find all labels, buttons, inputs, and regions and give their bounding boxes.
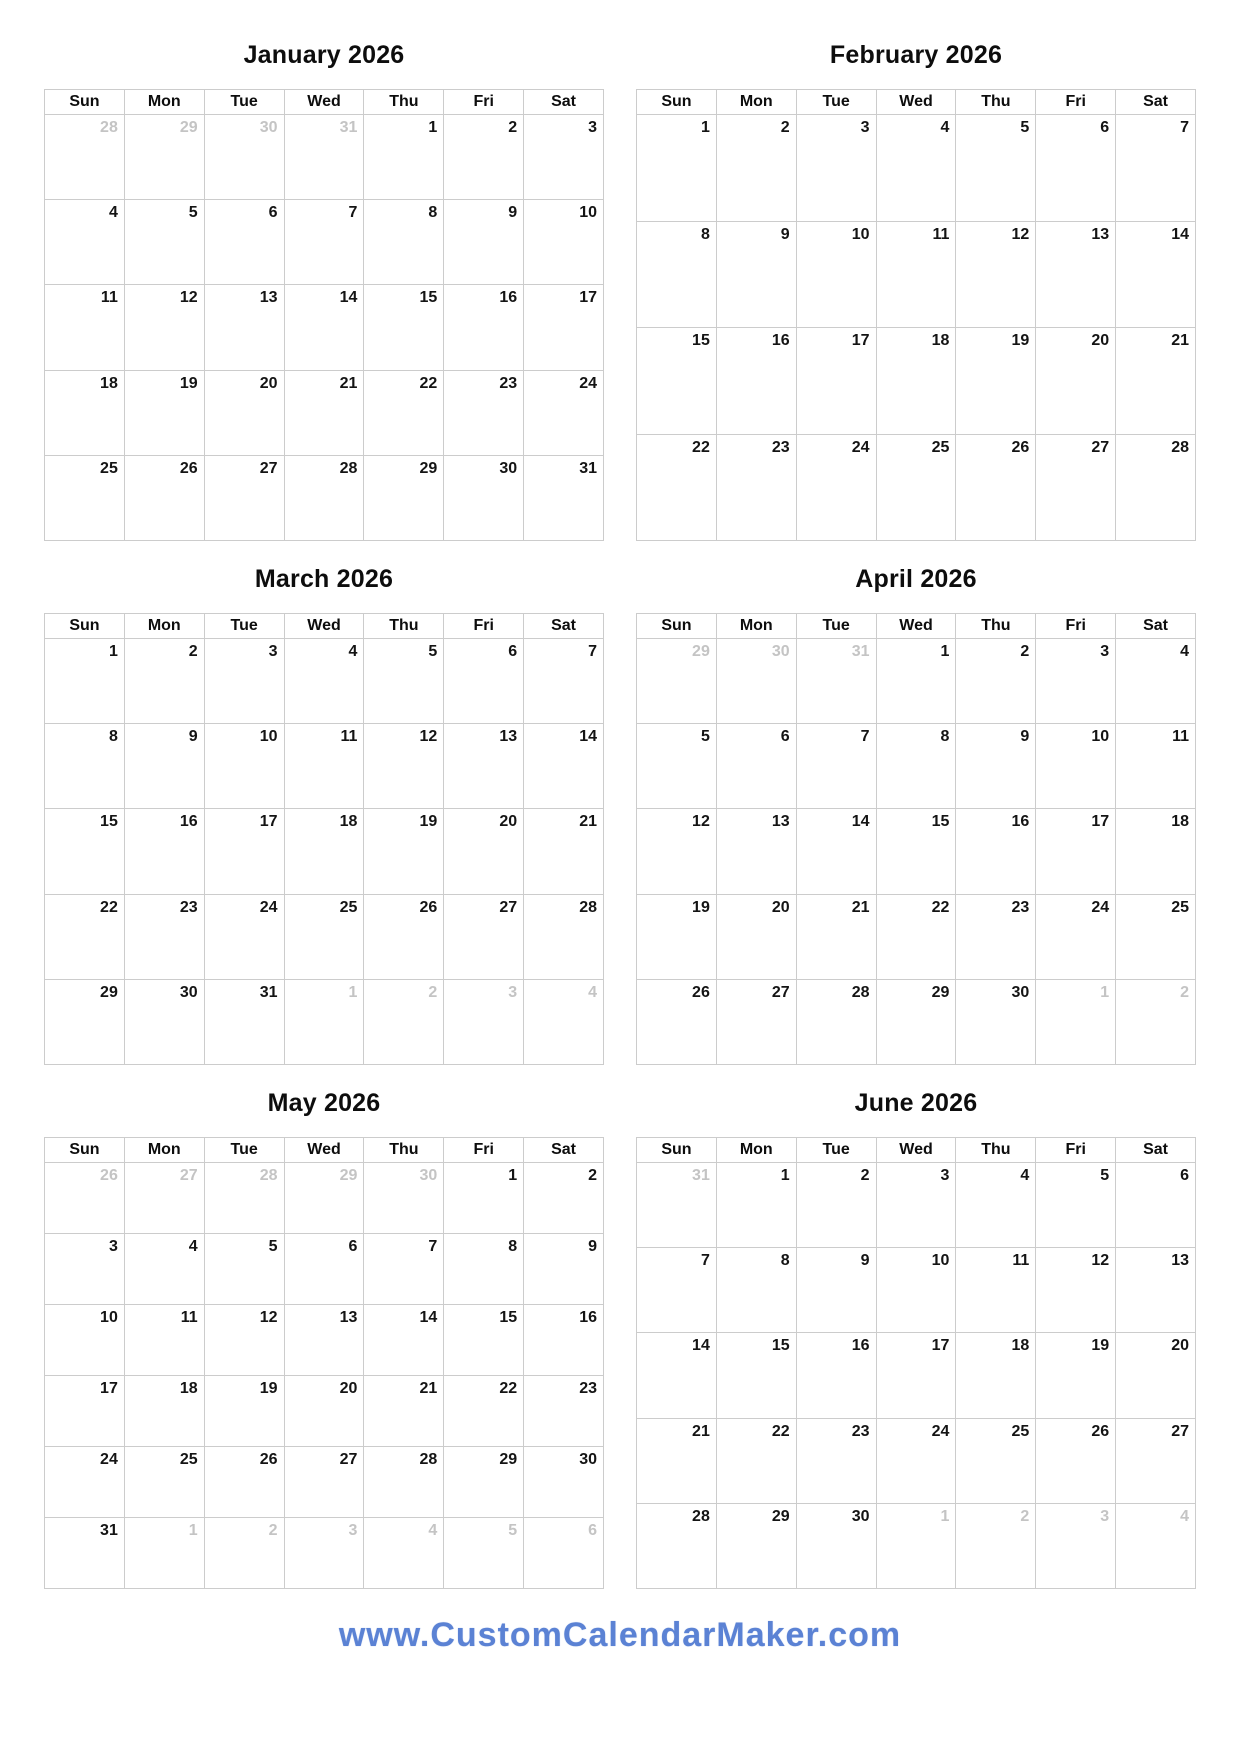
day-cell: 11 [125, 1305, 205, 1376]
day-cell: 24 [45, 1447, 125, 1518]
day-cell: 25 [45, 456, 125, 541]
day-header-sun: Sun [637, 1138, 717, 1163]
day-cell: 22 [877, 895, 957, 980]
day-header-fri: Fri [444, 1138, 524, 1163]
day-cell: 26 [125, 456, 205, 541]
day-cell: 11 [877, 222, 957, 329]
day-cell-adjacent-month: 30 [364, 1163, 444, 1234]
day-cell-adjacent-month: 6 [524, 1518, 604, 1589]
day-cell-adjacent-month: 2 [205, 1518, 285, 1589]
day-cell: 5 [956, 115, 1036, 222]
day-cell: 23 [444, 371, 524, 456]
day-cell: 22 [637, 435, 717, 542]
day-header-fri: Fri [1036, 1138, 1116, 1163]
day-cell: 3 [877, 1163, 957, 1248]
day-cell: 8 [717, 1248, 797, 1333]
day-cell-adjacent-month: 3 [444, 980, 524, 1065]
day-cell: 21 [524, 809, 604, 894]
day-cell: 15 [444, 1305, 524, 1376]
day-cell: 6 [1116, 1163, 1196, 1248]
day-cell: 3 [797, 115, 877, 222]
day-cell: 26 [1036, 1419, 1116, 1504]
day-cell: 30 [524, 1447, 604, 1518]
day-cell: 30 [956, 980, 1036, 1065]
day-cell: 16 [797, 1333, 877, 1418]
day-cell: 7 [797, 724, 877, 809]
day-cell: 11 [956, 1248, 1036, 1333]
day-cell: 1 [877, 639, 957, 724]
day-cell: 28 [797, 980, 877, 1065]
day-cell: 22 [364, 371, 444, 456]
day-header-sun: Sun [637, 614, 717, 639]
day-cell: 19 [956, 328, 1036, 435]
watermark-url: www.CustomCalendarMaker.com [338, 1616, 902, 1654]
day-cell: 31 [45, 1518, 125, 1589]
day-header-thu: Thu [956, 1138, 1036, 1163]
day-cell: 25 [956, 1419, 1036, 1504]
day-cell: 19 [125, 371, 205, 456]
month-grid [636, 1137, 1196, 1589]
day-cell: 11 [1116, 724, 1196, 809]
day-cell: 20 [285, 1376, 365, 1447]
day-cell: 11 [45, 285, 125, 370]
day-cell-adjacent-month: 2 [956, 1504, 1036, 1589]
month-title: January 2026 [243, 41, 405, 69]
day-header-thu: Thu [364, 614, 444, 639]
day-cell: 5 [637, 724, 717, 809]
day-cell: 14 [285, 285, 365, 370]
day-header-mon: Mon [717, 1138, 797, 1163]
day-cell: 10 [45, 1305, 125, 1376]
day-cell: 22 [444, 1376, 524, 1447]
day-cell: 20 [1116, 1333, 1196, 1418]
day-cell-adjacent-month: 1 [125, 1518, 205, 1589]
day-cell: 12 [637, 809, 717, 894]
day-header-sat: Sat [524, 1138, 604, 1163]
day-cell: 27 [1116, 1419, 1196, 1504]
day-cell-adjacent-month: 29 [637, 639, 717, 724]
day-cell-adjacent-month: 3 [285, 1518, 365, 1589]
day-cell: 13 [1036, 222, 1116, 329]
day-cell: 21 [364, 1376, 444, 1447]
month-may-2026 [44, 1089, 604, 1589]
day-cell: 24 [877, 1419, 957, 1504]
day-cell: 13 [1116, 1248, 1196, 1333]
day-header-wed: Wed [285, 1138, 365, 1163]
day-cell: 1 [637, 115, 717, 222]
day-cell: 1 [717, 1163, 797, 1248]
day-cell: 20 [1036, 328, 1116, 435]
day-header-sun: Sun [637, 90, 717, 115]
day-cell: 13 [717, 809, 797, 894]
day-cell: 26 [956, 435, 1036, 542]
day-cell-adjacent-month: 4 [524, 980, 604, 1065]
day-cell: 25 [877, 435, 957, 542]
day-cell: 21 [637, 1419, 717, 1504]
day-cell: 26 [637, 980, 717, 1065]
day-cell: 25 [285, 895, 365, 980]
day-cell: 5 [125, 200, 205, 285]
day-cell: 25 [1116, 895, 1196, 980]
day-cell: 29 [364, 456, 444, 541]
day-cell: 1 [45, 639, 125, 724]
month-grid [636, 89, 1196, 541]
day-cell: 2 [797, 1163, 877, 1248]
day-header-sat: Sat [524, 614, 604, 639]
day-cell: 7 [364, 1234, 444, 1305]
day-cell: 23 [956, 895, 1036, 980]
day-header-sat: Sat [1116, 90, 1196, 115]
day-cell: 10 [524, 200, 604, 285]
day-cell: 29 [877, 980, 957, 1065]
day-cell: 25 [125, 1447, 205, 1518]
day-header-wed: Wed [285, 614, 365, 639]
day-header-wed: Wed [877, 1138, 957, 1163]
day-header-tue: Tue [797, 90, 877, 115]
day-cell: 24 [797, 435, 877, 542]
day-cell: 4 [125, 1234, 205, 1305]
day-cell: 4 [877, 115, 957, 222]
day-cell: 16 [125, 809, 205, 894]
month-title: April 2026 [855, 565, 977, 593]
day-cell: 12 [364, 724, 444, 809]
month-title: February 2026 [829, 41, 1003, 69]
day-cell-adjacent-month: 31 [285, 115, 365, 200]
day-cell: 29 [45, 980, 125, 1065]
day-cell: 19 [364, 809, 444, 894]
day-header-fri: Fri [444, 90, 524, 115]
day-cell: 9 [524, 1234, 604, 1305]
month-title: May 2026 [267, 1089, 381, 1117]
day-cell: 3 [524, 115, 604, 200]
day-cell: 27 [205, 456, 285, 541]
day-cell: 27 [717, 980, 797, 1065]
day-cell: 15 [637, 328, 717, 435]
day-cell: 28 [1116, 435, 1196, 542]
day-cell: 12 [956, 222, 1036, 329]
day-cell-adjacent-month: 30 [717, 639, 797, 724]
day-cell: 23 [524, 1376, 604, 1447]
day-cell: 15 [717, 1333, 797, 1418]
month-title: March 2026 [254, 565, 394, 593]
day-cell: 17 [45, 1376, 125, 1447]
day-cell: 12 [205, 1305, 285, 1376]
day-cell: 22 [45, 895, 125, 980]
day-cell-adjacent-month: 30 [205, 115, 285, 200]
day-header-wed: Wed [877, 90, 957, 115]
day-header-mon: Mon [717, 614, 797, 639]
day-cell: 23 [797, 1419, 877, 1504]
day-header-sun: Sun [45, 1138, 125, 1163]
day-cell: 18 [956, 1333, 1036, 1418]
day-cell: 4 [285, 639, 365, 724]
day-cell: 4 [1116, 639, 1196, 724]
day-header-tue: Tue [205, 90, 285, 115]
day-cell: 8 [637, 222, 717, 329]
day-cell-adjacent-month: 4 [1116, 1504, 1196, 1589]
day-header-tue: Tue [797, 614, 877, 639]
day-cell: 29 [444, 1447, 524, 1518]
month-march-2026 [44, 565, 604, 1065]
day-cell-adjacent-month: 31 [637, 1163, 717, 1248]
day-cell: 17 [205, 809, 285, 894]
day-cell: 30 [125, 980, 205, 1065]
day-cell: 7 [285, 200, 365, 285]
day-cell: 21 [1116, 328, 1196, 435]
day-cell: 30 [444, 456, 524, 541]
day-cell: 11 [285, 724, 365, 809]
month-january-2026 [44, 41, 604, 541]
day-cell: 18 [877, 328, 957, 435]
day-header-wed: Wed [877, 614, 957, 639]
day-cell: 16 [444, 285, 524, 370]
day-cell: 21 [797, 895, 877, 980]
day-cell: 24 [1036, 895, 1116, 980]
day-cell: 28 [364, 1447, 444, 1518]
day-cell: 6 [285, 1234, 365, 1305]
day-cell: 20 [444, 809, 524, 894]
day-cell: 10 [205, 724, 285, 809]
day-cell: 15 [877, 809, 957, 894]
day-header-sun: Sun [45, 614, 125, 639]
day-cell: 10 [1036, 724, 1116, 809]
day-cell: 9 [125, 724, 205, 809]
day-cell: 13 [285, 1305, 365, 1376]
day-cell: 27 [1036, 435, 1116, 542]
day-cell: 6 [1036, 115, 1116, 222]
day-header-sun: Sun [45, 90, 125, 115]
day-header-mon: Mon [717, 90, 797, 115]
day-cell: 21 [285, 371, 365, 456]
day-cell-adjacent-month: 3 [1036, 1504, 1116, 1589]
day-cell: 6 [444, 639, 524, 724]
day-header-sat: Sat [524, 90, 604, 115]
day-cell: 17 [1036, 809, 1116, 894]
day-cell: 15 [364, 285, 444, 370]
day-cell: 24 [205, 895, 285, 980]
day-cell: 22 [717, 1419, 797, 1504]
day-header-sat: Sat [1116, 1138, 1196, 1163]
day-cell: 7 [637, 1248, 717, 1333]
day-cell: 8 [877, 724, 957, 809]
day-header-fri: Fri [1036, 90, 1116, 115]
day-cell: 27 [285, 1447, 365, 1518]
day-cell: 8 [364, 200, 444, 285]
month-grid [636, 613, 1196, 1065]
month-grid [44, 613, 604, 1065]
day-cell: 14 [524, 724, 604, 809]
day-cell-adjacent-month: 31 [797, 639, 877, 724]
day-cell: 6 [717, 724, 797, 809]
month-row-2 [44, 565, 1196, 1065]
day-cell: 28 [285, 456, 365, 541]
day-cell: 3 [205, 639, 285, 724]
day-cell: 16 [717, 328, 797, 435]
day-cell: 4 [956, 1163, 1036, 1248]
day-header-thu: Thu [956, 90, 1036, 115]
day-cell: 5 [364, 639, 444, 724]
day-cell: 19 [205, 1376, 285, 1447]
day-cell: 12 [1036, 1248, 1116, 1333]
day-header-fri: Fri [1036, 614, 1116, 639]
day-cell-adjacent-month: 29 [125, 115, 205, 200]
day-cell-adjacent-month: 27 [125, 1163, 205, 1234]
month-title: June 2026 [854, 1089, 978, 1117]
day-cell: 2 [524, 1163, 604, 1234]
day-cell: 17 [877, 1333, 957, 1418]
day-cell: 13 [444, 724, 524, 809]
day-cell: 27 [444, 895, 524, 980]
day-header-sat: Sat [1116, 614, 1196, 639]
month-april-2026 [636, 565, 1196, 1065]
day-header-thu: Thu [364, 1138, 444, 1163]
day-cell: 18 [125, 1376, 205, 1447]
day-header-tue: Tue [205, 1138, 285, 1163]
day-header-fri: Fri [444, 614, 524, 639]
day-cell-adjacent-month: 1 [285, 980, 365, 1065]
day-cell: 19 [637, 895, 717, 980]
day-cell: 15 [45, 809, 125, 894]
day-cell: 8 [45, 724, 125, 809]
day-cell: 7 [524, 639, 604, 724]
day-cell: 24 [524, 371, 604, 456]
day-cell-adjacent-month: 2 [364, 980, 444, 1065]
day-cell: 28 [637, 1504, 717, 1589]
day-header-wed: Wed [285, 90, 365, 115]
day-header-thu: Thu [956, 614, 1036, 639]
day-cell: 2 [125, 639, 205, 724]
day-cell: 29 [717, 1504, 797, 1589]
day-header-tue: Tue [205, 614, 285, 639]
day-cell-adjacent-month: 4 [364, 1518, 444, 1589]
day-header-mon: Mon [125, 614, 205, 639]
day-cell: 12 [125, 285, 205, 370]
day-cell: 2 [956, 639, 1036, 724]
day-cell: 9 [956, 724, 1036, 809]
day-cell: 28 [524, 895, 604, 980]
day-cell-adjacent-month: 1 [1036, 980, 1116, 1065]
day-cell-adjacent-month: 1 [877, 1504, 957, 1589]
month-row-3 [44, 1089, 1196, 1589]
day-cell: 20 [205, 371, 285, 456]
day-cell: 5 [205, 1234, 285, 1305]
day-cell-adjacent-month: 2 [1116, 980, 1196, 1065]
day-cell: 10 [797, 222, 877, 329]
day-cell: 17 [797, 328, 877, 435]
day-cell: 20 [717, 895, 797, 980]
day-cell: 10 [877, 1248, 957, 1333]
day-cell-adjacent-month: 28 [205, 1163, 285, 1234]
day-cell-adjacent-month: 5 [444, 1518, 524, 1589]
day-cell-adjacent-month: 26 [45, 1163, 125, 1234]
day-cell: 26 [205, 1447, 285, 1518]
day-cell: 17 [524, 285, 604, 370]
day-cell: 19 [1036, 1333, 1116, 1418]
day-cell: 9 [444, 200, 524, 285]
day-cell: 1 [364, 115, 444, 200]
day-cell: 13 [205, 285, 285, 370]
day-header-mon: Mon [125, 1138, 205, 1163]
day-cell: 16 [524, 1305, 604, 1376]
day-cell: 23 [717, 435, 797, 542]
month-grid [44, 1137, 604, 1589]
day-header-thu: Thu [364, 90, 444, 115]
day-cell: 18 [285, 809, 365, 894]
day-cell: 31 [205, 980, 285, 1065]
day-cell: 23 [125, 895, 205, 980]
day-cell: 3 [45, 1234, 125, 1305]
day-header-tue: Tue [797, 1138, 877, 1163]
day-cell: 18 [1116, 809, 1196, 894]
day-cell: 2 [717, 115, 797, 222]
day-cell-adjacent-month: 28 [45, 115, 125, 200]
day-cell: 5 [1036, 1163, 1116, 1248]
day-cell: 7 [1116, 115, 1196, 222]
day-cell: 2 [444, 115, 524, 200]
day-cell: 9 [797, 1248, 877, 1333]
day-cell: 14 [364, 1305, 444, 1376]
day-cell: 9 [717, 222, 797, 329]
day-cell: 14 [1116, 222, 1196, 329]
day-cell: 31 [524, 456, 604, 541]
day-cell: 6 [205, 200, 285, 285]
month-grid [44, 89, 604, 541]
month-row-1 [44, 41, 1196, 541]
day-header-mon: Mon [125, 90, 205, 115]
day-cell: 14 [797, 809, 877, 894]
day-cell: 18 [45, 371, 125, 456]
day-cell: 8 [444, 1234, 524, 1305]
day-cell: 26 [364, 895, 444, 980]
month-june-2026 [636, 1089, 1196, 1589]
day-cell: 14 [637, 1333, 717, 1418]
day-cell: 1 [444, 1163, 524, 1234]
day-cell-adjacent-month: 29 [285, 1163, 365, 1234]
day-cell: 4 [45, 200, 125, 285]
month-february-2026 [636, 41, 1196, 541]
day-cell: 3 [1036, 639, 1116, 724]
day-cell: 30 [797, 1504, 877, 1589]
day-cell: 16 [956, 809, 1036, 894]
